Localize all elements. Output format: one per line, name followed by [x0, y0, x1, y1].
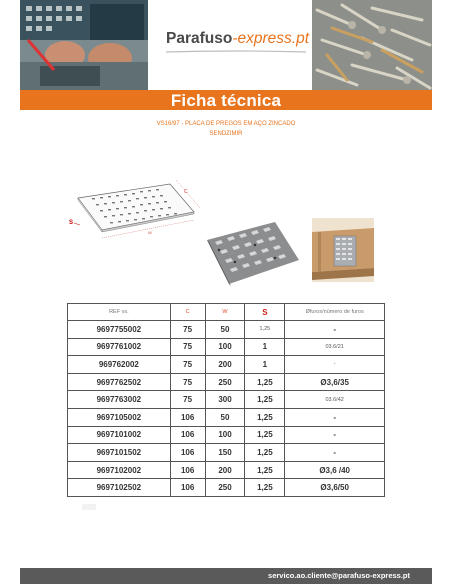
- table-row: [68, 373, 385, 391]
- col-w: W: [205, 304, 245, 321]
- cell-holes: -: [285, 356, 385, 374]
- cell-s: 1,25: [245, 426, 285, 444]
- table-row: [68, 408, 385, 426]
- cell-ref: 9697102502: [68, 479, 171, 497]
- installed-plate-photo: [312, 218, 374, 282]
- cell-w: 200: [205, 356, 245, 374]
- cell-w: 300: [205, 391, 245, 409]
- table-row: [68, 479, 385, 497]
- product-finish: SENDZIMIR: [209, 131, 243, 137]
- cell-w: 100: [205, 426, 245, 444]
- cell-s: 1,25: [245, 479, 285, 497]
- col-holes: Øfuros/número de furos: [285, 304, 385, 321]
- table-row: [68, 338, 385, 356]
- cell-ref: 9697105002: [68, 408, 171, 426]
- table-row: [68, 356, 385, 374]
- cell-c: 106: [170, 479, 205, 497]
- cell-s: 1: [245, 338, 285, 356]
- cell-ref: 9697762502: [68, 373, 171, 391]
- cell-holes: Ø3,6/50: [285, 479, 385, 497]
- cell-c: 106: [170, 426, 205, 444]
- table-row: [68, 426, 385, 444]
- cell-ref: 9697763002: [68, 391, 171, 409]
- cell-c: 75: [170, 391, 205, 409]
- cell-s: 1,25: [245, 373, 285, 391]
- cell-holes: Ø3,6/35: [285, 373, 385, 391]
- cell-c: 106: [170, 444, 205, 462]
- cell-c: 106: [170, 408, 205, 426]
- cell-ref: 9697101502: [68, 444, 171, 462]
- title-ribbon: [20, 90, 432, 110]
- col-s: S: [245, 304, 285, 321]
- cell-holes: 03.6/21: [285, 338, 385, 356]
- header-banner: [20, 0, 432, 90]
- product-description: VS16/97 - PLACA DE PREGOS EM AÇO ZINCADO: [156, 121, 296, 127]
- cell-holes: Ø3,6 /40: [285, 461, 385, 479]
- cell-holes: -: [285, 426, 385, 444]
- cell-w: 250: [205, 373, 245, 391]
- workbench-photo: [20, 0, 148, 90]
- brand-swoosh: [166, 50, 306, 53]
- footnote-mark: [82, 504, 96, 510]
- cell-s: 1,25: [245, 408, 285, 426]
- col-ref: REF vs.: [68, 304, 171, 321]
- cell-w: 100: [205, 338, 245, 356]
- table-header-row: [68, 304, 385, 321]
- cell-holes: -: [285, 321, 385, 339]
- cell-ref: 9697102002: [68, 461, 171, 479]
- cell-c: 75: [170, 321, 205, 339]
- cell-ref: 9697761002: [68, 338, 171, 356]
- cell-w: 50: [205, 408, 245, 426]
- dim-s-label: S: [69, 220, 74, 226]
- brand-logo: [166, 30, 309, 48]
- cell-w: 50: [205, 321, 245, 339]
- screws-photo: [312, 0, 432, 90]
- cell-holes: -: [285, 408, 385, 426]
- cell-c: 75: [170, 356, 205, 374]
- cell-s: 1,25: [245, 444, 285, 462]
- spec-table: [67, 303, 385, 497]
- col-c: C: [170, 304, 205, 321]
- page-title: Ficha técnica: [170, 91, 282, 110]
- dim-c-label: C: [184, 189, 188, 195]
- footer-bar: [20, 568, 432, 584]
- cell-s: 1,25: [245, 391, 285, 409]
- dim-w-label: W: [148, 230, 152, 235]
- brand-name: Parafuso: [166, 30, 233, 47]
- table-row: [68, 461, 385, 479]
- cell-w: 200: [205, 461, 245, 479]
- cell-ref: 9697101002: [68, 426, 171, 444]
- cell-holes: 03.6/42: [285, 391, 385, 409]
- cell-s: 1: [245, 356, 285, 374]
- table-row: [68, 321, 385, 339]
- cell-w: 150: [205, 444, 245, 462]
- cell-w: 250: [205, 479, 245, 497]
- cell-c: 106: [170, 461, 205, 479]
- cell-ref: 9697755002: [68, 321, 171, 339]
- cell-holes: -: [285, 444, 385, 462]
- brand-domain: -express.pt: [232, 30, 310, 47]
- cell-s: 1,25: [245, 461, 285, 479]
- technical-drawing: [70, 176, 200, 246]
- table-row: [68, 391, 385, 409]
- cell-s: 1,25: [245, 321, 285, 339]
- cell-ref: 969762002: [68, 356, 171, 374]
- table-row: [68, 444, 385, 462]
- nail-plate-photo: [205, 220, 300, 286]
- cell-c: 75: [170, 338, 205, 356]
- cell-c: 75: [170, 373, 205, 391]
- contact-email-link[interactable]: servico.ao.cliente@parafuso-express.pt: [268, 571, 410, 580]
